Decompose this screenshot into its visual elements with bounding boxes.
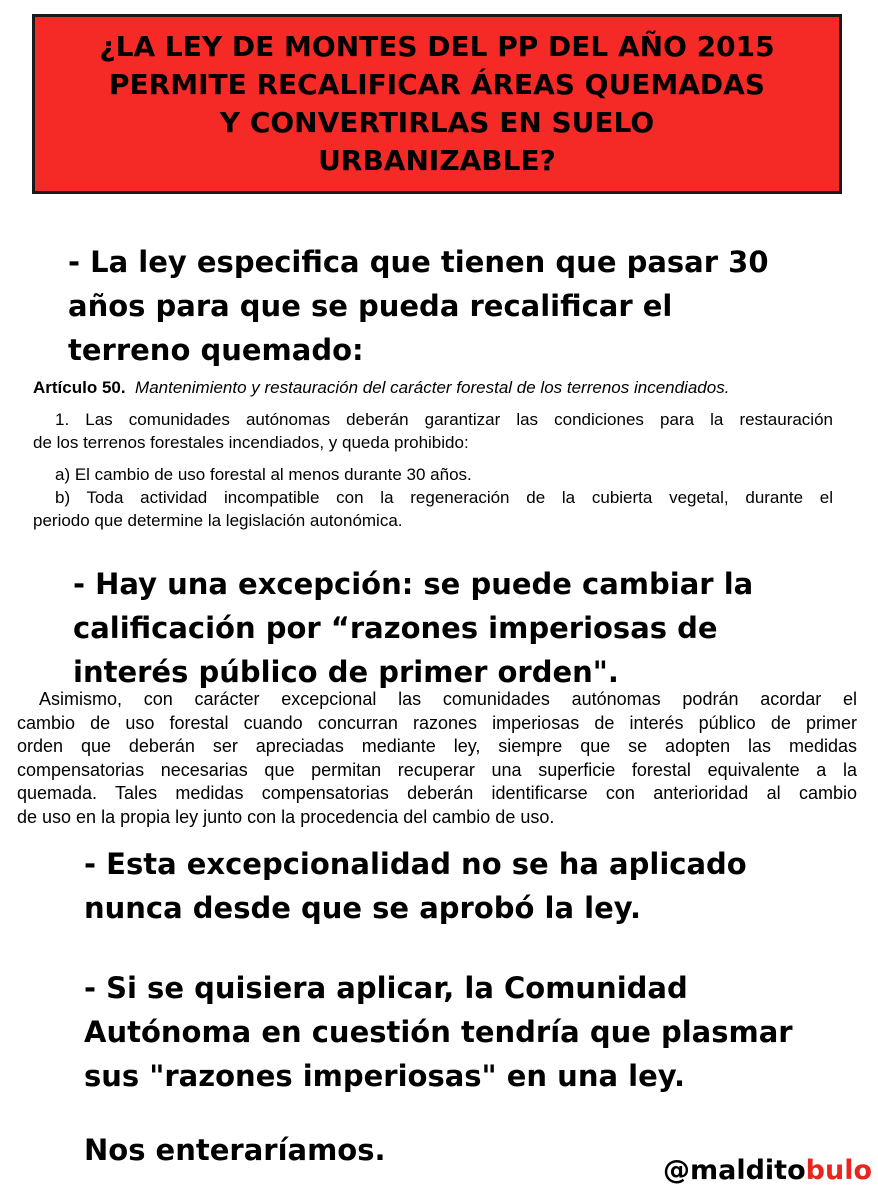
point-requires-law — [84, 966, 793, 1098]
title-line: ¿LA LEY DE MONTES DEL PP DEL AÑO 2015 — [99, 30, 775, 63]
title-line: Y CONVERTIRLAS EN SUELO — [219, 106, 655, 139]
exception-legal-text — [17, 688, 857, 829]
article-item-a: a) El cambio de uso forestal al menos durante 30 años. — [55, 465, 472, 484]
conclusion-text — [84, 1128, 386, 1172]
point-line: terreno quemado: — [68, 333, 364, 367]
legal-line: orden que deberán ser apreciadas mediante ley, siempre que se adopten las medidas — [17, 736, 857, 756]
point-line: interés público de primer orden". — [73, 655, 619, 689]
title-banner — [32, 14, 842, 194]
article-title: Mantenimiento y restauración del carácter forestal de los terrenos incendiados. — [135, 378, 730, 397]
point-thirty-years — [68, 240, 769, 372]
article-paragraph-line: de los terrenos forestales incendiados, y queda prohibido: — [33, 433, 469, 452]
point-exception — [73, 562, 753, 694]
brand-handle-suffix: bulo — [805, 1155, 872, 1186]
point-line: - Esta excepcionalidad no se ha aplicado — [84, 847, 747, 881]
point-line: Autónoma en cuestión tendría que plasmar — [84, 1015, 793, 1049]
article-paragraph-line: 1. Las comunidades autónomas deberán garantizar las condiciones para la restauración — [55, 410, 833, 429]
article-item-b-line: periodo que determine la legislación autonómica. — [33, 511, 403, 530]
title-line: PERMITE RECALIFICAR ÁREAS QUEMADAS — [109, 68, 765, 101]
article-number: Artículo 50. — [33, 378, 126, 397]
legal-line: compensatorias necesarias que permitan recuperar una superficie forestal equivalente a la — [17, 759, 857, 780]
title-line: URBANIZABLE? — [318, 144, 556, 177]
point-line: - Hay una excepción: se puede cambiar la — [73, 567, 754, 601]
point-line: calificación por “razones imperiosas de — [73, 611, 718, 645]
legal-line: quemada. Tales medidas compensatorias deberán identificarse con anterioridad al cambio — [17, 783, 857, 803]
point-line: - La ley especifica que tienen que pasar 30 — [68, 245, 769, 279]
point-line: sus "razones imperiosas" en una ley. — [84, 1059, 685, 1093]
legal-line: Asimismo, con carácter excepcional las comunidades autónomas podrán acordar el — [39, 689, 857, 709]
point-line: nunca desde que se aprobó la ley. — [84, 891, 642, 925]
conclusion-line: Nos enteraríamos. — [84, 1133, 386, 1167]
brand-handle — [663, 1155, 872, 1186]
article-item-b-line: b) Toda actividad incompatible con la regeneración de la cubierta vegetal, durante el — [55, 488, 833, 507]
point-line: años para que se pueda recalificar el — [68, 289, 673, 323]
point-line: - Si se quisiera aplicar, la Comunidad — [84, 971, 688, 1005]
article-50-excerpt — [33, 376, 833, 532]
main-question-title — [99, 28, 774, 180]
article-heading — [33, 376, 833, 399]
brand-handle-prefix: @maldito — [662, 1155, 806, 1186]
point-never-applied — [84, 842, 747, 930]
legal-line: cambio de uso forestal cuando concurran razones imperiosas de interés público de primer — [17, 712, 857, 733]
legal-line: de uso en la propia ley junto con la procedencia del cambio de uso. — [17, 806, 555, 827]
